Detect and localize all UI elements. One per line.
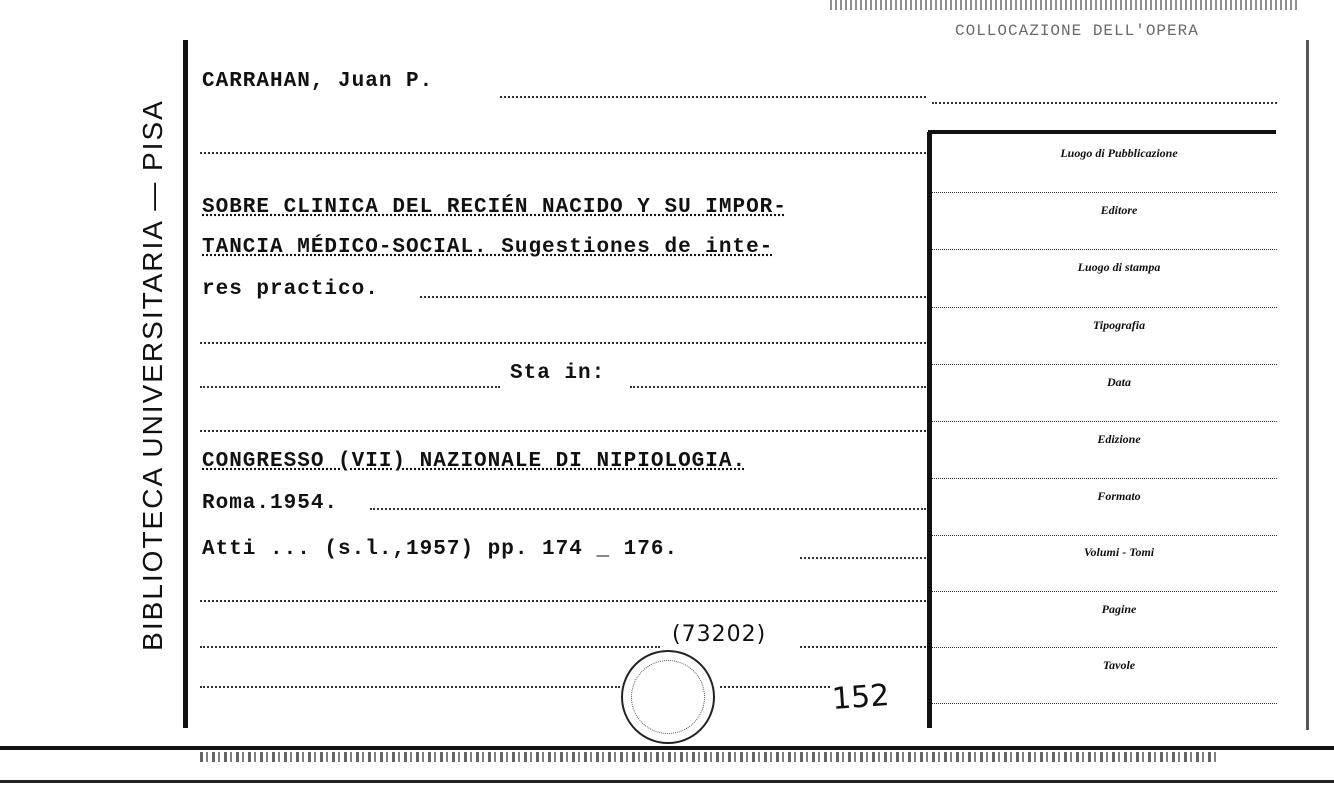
header-faded-text: COLLOCAZIONE DELL'OPERA <box>955 22 1199 40</box>
field-luogo-pubblicazione: Luogo di Pubblicazione <box>1060 146 1178 160</box>
field-line <box>932 591 1277 592</box>
library-side-label: BIBLIOTECA UNIVERSITARIA — PISA <box>137 99 168 651</box>
title-line-1: SOBRE CLINICA DEL RECIÉN NACIDO Y SU IMPOR- <box>202 196 787 219</box>
right-border <box>1306 40 1309 730</box>
sta-in-label: Sta in: <box>510 362 606 385</box>
rule-line <box>800 557 926 559</box>
field-tipografia: Tipografia <box>1092 318 1146 332</box>
rule-line <box>420 296 926 298</box>
rule-line <box>630 386 926 388</box>
field-pagine: Pagine <box>1101 602 1137 616</box>
field-line <box>932 647 1277 648</box>
rule-line <box>200 600 926 602</box>
author-name: CARRAHAN, Juan P. <box>202 70 434 93</box>
right-panel-top-border <box>928 130 1276 134</box>
field-line <box>932 421 1277 422</box>
rule-line <box>500 96 926 98</box>
field-line <box>932 192 1277 193</box>
rule-line <box>200 686 620 688</box>
rule-line <box>800 646 926 648</box>
accession-number: (73202) <box>672 622 767 647</box>
field-edizione: Edizione <box>1097 432 1141 446</box>
field-line <box>932 535 1277 536</box>
top-edge-noise <box>830 0 1300 10</box>
rule-line <box>370 508 926 510</box>
rule-line <box>200 386 500 388</box>
handwritten-number: 152 <box>830 678 891 717</box>
rule-line <box>200 342 926 344</box>
title-line-3: res practico. <box>202 278 379 301</box>
field-tavole: Tavole <box>1102 658 1136 672</box>
source-line-2: Roma.1954. <box>202 492 339 515</box>
source-line-1: CONGRESSO (VII) NAZIONALE DI NIPIOLOGIA. <box>202 450 747 473</box>
rule-line <box>200 646 660 648</box>
rule-line <box>200 430 926 432</box>
bottom-edge-noise <box>200 752 1220 762</box>
field-line <box>932 249 1277 250</box>
field-line <box>932 364 1277 365</box>
rule-line <box>720 686 830 688</box>
rule-line <box>200 152 926 154</box>
source-line-3: Atti ... (s.l.,1957) pp. 174 _ 176. <box>202 538 679 561</box>
field-luogo-stampa: Luogo di stampa <box>1077 260 1161 274</box>
middle-border <box>927 132 932 728</box>
field-formato: Formato <box>1097 489 1141 503</box>
field-line <box>932 703 1277 704</box>
field-line <box>932 478 1277 479</box>
field-line <box>932 307 1277 308</box>
bottom-border <box>0 746 1334 750</box>
field-data: Data <box>1107 375 1131 389</box>
bottom-border-lower <box>0 780 1334 783</box>
field-volumi-tomi: Volumi - Tomi <box>1083 545 1155 559</box>
title-line-2: TANCIA MÉDICO-SOCIAL. Sugestiones de inte- <box>202 236 774 259</box>
left-border <box>183 40 188 728</box>
library-stamp-inner <box>631 660 705 734</box>
field-editore: Editore <box>1100 203 1138 217</box>
rule-line <box>932 102 1277 104</box>
